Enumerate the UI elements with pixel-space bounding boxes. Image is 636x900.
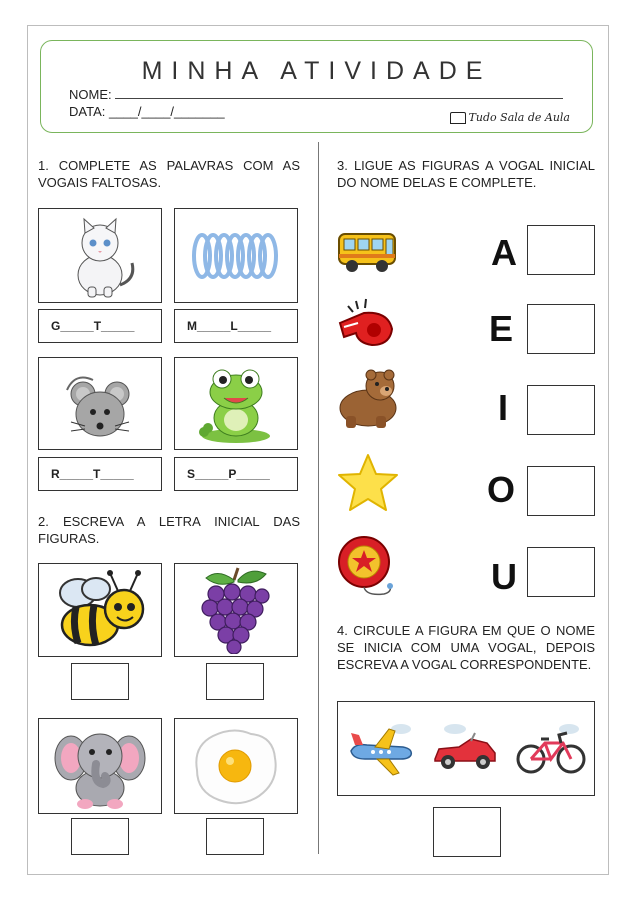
car-icon[interactable] [431, 719, 501, 779]
cat-icon [60, 213, 140, 299]
grapes-icon [196, 566, 276, 654]
picture-box-bee [38, 563, 162, 657]
question-2-text: 2. ESCREVA A LETRA INICIAL DAS FIGURAS. [38, 514, 300, 546]
picture-box-frog [174, 357, 298, 450]
word-box-frog[interactable]: S_____P_____ [174, 457, 298, 491]
picture-box-egg [174, 718, 298, 814]
fried-egg-icon [193, 726, 279, 806]
answer-box-u[interactable] [527, 547, 595, 597]
header-box [40, 40, 593, 133]
answer-box-elephant[interactable] [71, 818, 129, 855]
vowel-u: U [491, 556, 517, 597]
elephant-icon [53, 722, 147, 810]
name-blank-line[interactable] [115, 86, 563, 99]
word-box-spring[interactable]: M_____L_____ [174, 309, 298, 343]
bee-icon [50, 567, 150, 653]
word-box-mouse[interactable]: R_____T_____ [38, 457, 162, 491]
column-divider [318, 142, 319, 854]
question-3-text: 3. LIGUE AS FIGURAS A VOGAL INICIAL DO NOME DELAS E COMPLETE. [337, 158, 595, 190]
question-1-text: 1. COMPLETE AS PALAVRAS COM AS VOGAIS FALTOSAS. [38, 158, 300, 190]
bear-icon[interactable] [336, 368, 400, 430]
answer-box-a[interactable] [527, 225, 595, 275]
vowel-a: A [491, 232, 517, 273]
picture-box-cat [38, 208, 162, 303]
date-field[interactable] [69, 104, 225, 119]
whistle-icon[interactable] [336, 297, 398, 349]
spring-icon [188, 231, 284, 281]
date-label: DATA: [69, 104, 106, 119]
answer-box-q4[interactable] [433, 807, 501, 857]
vowel-i: I [497, 387, 508, 428]
date-blanks[interactable]: ____/____/_______ [108, 104, 225, 119]
bus-icon[interactable] [336, 228, 398, 274]
mouse-icon [55, 364, 145, 444]
frog-icon [194, 362, 278, 446]
name-label: NOME: [69, 87, 112, 102]
name-field[interactable] [69, 86, 563, 102]
answer-box-grapes[interactable] [206, 663, 264, 700]
picture-box-spring [174, 208, 298, 303]
logo-text: Tudo Sala de Aula [468, 111, 570, 124]
airplane-icon[interactable] [345, 719, 417, 779]
picture-box-grapes [174, 563, 298, 657]
picture-box-vehicles [337, 701, 595, 796]
word-box-cat[interactable]: G_____T_____ [38, 309, 162, 343]
bicycle-icon[interactable] [515, 719, 587, 779]
question-4-text: 4. CIRCULE A FIGURA EM QUE O NOME SE INICIA COM UMA VOGAL, DEPOIS ESCREVA A VOGAL CORRESPONDENTE. [337, 623, 595, 672]
book-icon [450, 112, 466, 124]
answer-box-i[interactable] [527, 385, 595, 435]
yoyo-icon[interactable] [336, 534, 400, 600]
answer-box-bee[interactable] [71, 663, 129, 700]
logo [450, 111, 570, 124]
answer-box-e[interactable] [527, 304, 595, 354]
picture-box-elephant [38, 718, 162, 814]
answer-box-o[interactable] [527, 466, 595, 516]
page-title: MINHA ATIVIDADE [141, 57, 492, 85]
picture-box-mouse [38, 357, 162, 450]
answer-box-egg[interactable] [206, 818, 264, 855]
vowel-e: E [488, 308, 513, 349]
star-icon[interactable] [336, 452, 400, 514]
vowel-o: O [486, 469, 515, 510]
